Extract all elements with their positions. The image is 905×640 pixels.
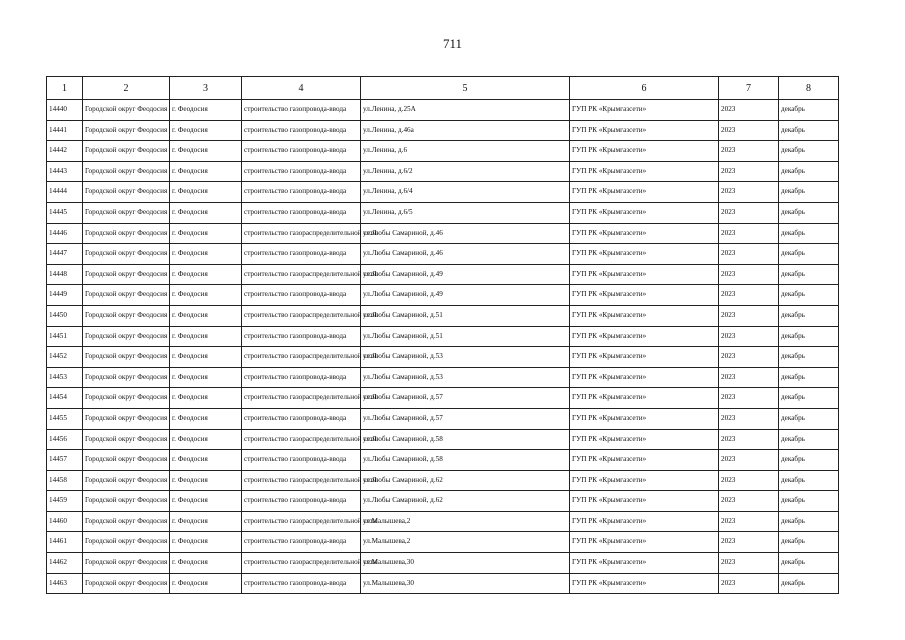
row-number: 14441 — [47, 120, 83, 141]
city-cell: г. Феодосия — [170, 367, 242, 388]
table-row — [47, 573, 839, 594]
row-number: 14463 — [47, 573, 83, 594]
month-cell: декабрь — [779, 244, 839, 265]
address-cell: ул.Любы Самариной, д.51 — [361, 305, 570, 326]
work-type-cell: строительство газопровода-ввода — [242, 161, 361, 182]
year-cell: 2023 — [719, 450, 779, 471]
address-cell: ул.Любы Самариной, д.46 — [361, 244, 570, 265]
district-cell: Городской округ Феодосия — [83, 532, 170, 553]
year-cell: 2023 — [719, 141, 779, 162]
district-cell: Городской округ Феодосия — [83, 553, 170, 574]
city-cell: г. Феодосия — [170, 202, 242, 223]
organization-cell: ГУП РК «Крымгазсети» — [570, 511, 719, 532]
month-cell: декабрь — [779, 388, 839, 409]
table-row — [47, 244, 839, 265]
organization-cell: ГУП РК «Крымгазсети» — [570, 244, 719, 265]
month-cell: декабрь — [779, 367, 839, 388]
address-cell: ул.Любы Самариной, д.49 — [361, 264, 570, 285]
table-row — [47, 100, 839, 121]
month-cell: декабрь — [779, 120, 839, 141]
district-cell: Городской округ Феодосия — [83, 244, 170, 265]
work-type-cell: строительство газопровода-ввода — [242, 573, 361, 594]
city-cell: г. Феодосия — [170, 408, 242, 429]
table-row — [47, 429, 839, 450]
row-number: 14458 — [47, 470, 83, 491]
work-type-cell: строительство газопровода-ввода — [242, 367, 361, 388]
address-cell: ул.Малышева,30 — [361, 553, 570, 574]
row-number: 14447 — [47, 244, 83, 265]
address-cell: ул.Ленина, д.6/4 — [361, 182, 570, 203]
organization-cell: ГУП РК «Крымгазсети» — [570, 573, 719, 594]
row-number: 14457 — [47, 450, 83, 471]
city-cell: г. Феодосия — [170, 450, 242, 471]
address-cell: ул.Ленина, д.6/2 — [361, 161, 570, 182]
year-cell: 2023 — [719, 244, 779, 265]
year-cell: 2023 — [719, 367, 779, 388]
year-cell: 2023 — [719, 202, 779, 223]
month-cell: декабрь — [779, 347, 839, 368]
city-cell: г. Феодосия — [170, 161, 242, 182]
organization-cell: ГУП РК «Крымгазсети» — [570, 120, 719, 141]
table-row — [47, 367, 839, 388]
address-cell: ул.Малышева,2 — [361, 511, 570, 532]
work-type-cell: строительство газораспределительной сети — [242, 470, 361, 491]
district-cell: Городской округ Феодосия — [83, 347, 170, 368]
district-cell: Городской округ Феодосия — [83, 141, 170, 162]
year-cell: 2023 — [719, 305, 779, 326]
district-cell: Городской округ Феодосия — [83, 305, 170, 326]
row-number: 14440 — [47, 100, 83, 121]
year-cell: 2023 — [719, 511, 779, 532]
year-cell: 2023 — [719, 388, 779, 409]
organization-cell: ГУП РК «Крымгазсети» — [570, 491, 719, 512]
city-cell: г. Феодосия — [170, 244, 242, 265]
month-cell: декабрь — [779, 202, 839, 223]
column-header: 2 — [83, 77, 170, 100]
organization-cell: ГУП РК «Крымгазсети» — [570, 347, 719, 368]
district-cell: Городской округ Феодосия — [83, 408, 170, 429]
row-number: 14454 — [47, 388, 83, 409]
row-number: 14453 — [47, 367, 83, 388]
work-type-cell: строительство газораспределительной сети — [242, 429, 361, 450]
row-number: 14455 — [47, 408, 83, 429]
row-number: 14451 — [47, 326, 83, 347]
column-header: 1 — [47, 77, 83, 100]
work-type-cell: строительство газораспределительной сети — [242, 347, 361, 368]
district-cell: Городской округ Феодосия — [83, 326, 170, 347]
year-cell: 2023 — [719, 553, 779, 574]
year-cell: 2023 — [719, 182, 779, 203]
table-row — [47, 285, 839, 306]
table-row — [47, 511, 839, 532]
column-header: 4 — [242, 77, 361, 100]
column-header: 5 — [361, 77, 570, 100]
district-cell: Городской округ Феодосия — [83, 182, 170, 203]
work-type-cell: строительство газораспределительной сети — [242, 388, 361, 409]
city-cell: г. Феодосия — [170, 326, 242, 347]
work-type-cell: строительство газопровода-ввода — [242, 285, 361, 306]
table-row — [47, 450, 839, 471]
column-header: 8 — [779, 77, 839, 100]
header-row — [47, 77, 839, 100]
address-cell: ул.Ленина, д.46а — [361, 120, 570, 141]
table-row — [47, 408, 839, 429]
month-cell: декабрь — [779, 161, 839, 182]
organization-cell: ГУП РК «Крымгазсети» — [570, 223, 719, 244]
district-cell: Городской округ Феодосия — [83, 223, 170, 244]
address-cell: ул.Любы Самариной, д.57 — [361, 388, 570, 409]
table-row — [47, 388, 839, 409]
row-number: 14460 — [47, 511, 83, 532]
table-row — [47, 347, 839, 368]
city-cell: г. Феодосия — [170, 305, 242, 326]
row-number: 14448 — [47, 264, 83, 285]
city-cell: г. Феодосия — [170, 511, 242, 532]
district-cell: Городской округ Феодосия — [83, 511, 170, 532]
year-cell: 2023 — [719, 429, 779, 450]
month-cell: декабрь — [779, 511, 839, 532]
address-cell: ул.Любы Самариной, д.62 — [361, 491, 570, 512]
organization-cell: ГУП РК «Крымгазсети» — [570, 305, 719, 326]
row-number: 14443 — [47, 161, 83, 182]
table-row — [47, 326, 839, 347]
address-cell: ул.Ленина, д.25А — [361, 100, 570, 121]
table-row — [47, 553, 839, 574]
work-type-cell: строительство газопровода-ввода — [242, 450, 361, 471]
organization-cell: ГУП РК «Крымгазсети» — [570, 388, 719, 409]
month-cell: декабрь — [779, 408, 839, 429]
work-type-cell: строительство газопровода-ввода — [242, 100, 361, 121]
work-type-cell: строительство газопровода-ввода — [242, 120, 361, 141]
table-row — [47, 223, 839, 244]
district-cell: Городской округ Феодосия — [83, 202, 170, 223]
row-number: 14452 — [47, 347, 83, 368]
organization-cell: ГУП РК «Крымгазсети» — [570, 470, 719, 491]
row-number: 14444 — [47, 182, 83, 203]
month-cell: декабрь — [779, 223, 839, 244]
work-type-cell: строительство газопровода-ввода — [242, 532, 361, 553]
district-cell: Городской округ Феодосия — [83, 120, 170, 141]
city-cell: г. Феодосия — [170, 264, 242, 285]
work-type-cell: строительство газопровода-ввода — [242, 326, 361, 347]
page-number: 711 — [442, 36, 463, 51]
year-cell: 2023 — [719, 161, 779, 182]
month-cell: декабрь — [779, 429, 839, 450]
work-type-cell: строительство газопровода-ввода — [242, 244, 361, 265]
month-cell: декабрь — [779, 285, 839, 306]
work-type-cell: строительство газораспределительной сети — [242, 511, 361, 532]
table-row — [47, 305, 839, 326]
city-cell: г. Феодосия — [170, 573, 242, 594]
year-cell: 2023 — [719, 326, 779, 347]
organization-cell: ГУП РК «Крымгазсети» — [570, 553, 719, 574]
year-cell: 2023 — [719, 470, 779, 491]
year-cell: 2023 — [719, 100, 779, 121]
organization-cell: ГУП РК «Крымгазсети» — [570, 100, 719, 121]
table-row — [47, 182, 839, 203]
city-cell: г. Феодосия — [170, 141, 242, 162]
district-cell: Городской округ Феодосия — [83, 388, 170, 409]
table-row — [47, 161, 839, 182]
row-number: 14459 — [47, 491, 83, 512]
city-cell: г. Феодосия — [170, 553, 242, 574]
month-cell: декабрь — [779, 305, 839, 326]
month-cell: декабрь — [779, 100, 839, 121]
address-cell: ул.Любы Самариной, д.51 — [361, 326, 570, 347]
organization-cell: ГУП РК «Крымгазсети» — [570, 161, 719, 182]
district-cell: Городской округ Феодосия — [83, 470, 170, 491]
district-cell: Городской округ Феодосия — [83, 285, 170, 306]
column-header: 7 — [719, 77, 779, 100]
registry-table — [46, 76, 839, 594]
year-cell: 2023 — [719, 347, 779, 368]
address-cell: ул.Ленина, д.6 — [361, 141, 570, 162]
work-type-cell: строительство газопровода-ввода — [242, 182, 361, 203]
month-cell: декабрь — [779, 326, 839, 347]
organization-cell: ГУП РК «Крымгазсети» — [570, 326, 719, 347]
month-cell: декабрь — [779, 553, 839, 574]
district-cell: Городской округ Феодосия — [83, 573, 170, 594]
address-cell: ул.Малышева,2 — [361, 532, 570, 553]
district-cell: Городской округ Феодосия — [83, 367, 170, 388]
year-cell: 2023 — [719, 223, 779, 244]
year-cell: 2023 — [719, 532, 779, 553]
district-cell: Городской округ Феодосия — [83, 100, 170, 121]
district-cell: Городской округ Феодосия — [83, 491, 170, 512]
column-header: 3 — [170, 77, 242, 100]
table-row — [47, 202, 839, 223]
row-number: 14446 — [47, 223, 83, 244]
city-cell: г. Феодосия — [170, 347, 242, 368]
year-cell: 2023 — [719, 264, 779, 285]
work-type-cell: строительство газораспределительной сети — [242, 305, 361, 326]
address-cell: ул.Любы Самариной, д.57 — [361, 408, 570, 429]
city-cell: г. Феодосия — [170, 470, 242, 491]
work-type-cell: строительство газопровода-ввода — [242, 202, 361, 223]
month-cell: декабрь — [779, 450, 839, 471]
city-cell: г. Феодосия — [170, 429, 242, 450]
district-cell: Городской округ Феодосия — [83, 161, 170, 182]
year-cell: 2023 — [719, 285, 779, 306]
address-cell: ул.Любы Самариной, д.46 — [361, 223, 570, 244]
column-header: 6 — [570, 77, 719, 100]
work-type-cell: строительство газораспределительной сети — [242, 264, 361, 285]
row-number: 14456 — [47, 429, 83, 450]
city-cell: г. Феодосия — [170, 223, 242, 244]
district-cell: Городской округ Феодосия — [83, 429, 170, 450]
organization-cell: ГУП РК «Крымгазсети» — [570, 141, 719, 162]
work-type-cell: строительство газопровода-ввода — [242, 408, 361, 429]
year-cell: 2023 — [719, 408, 779, 429]
city-cell: г. Феодосия — [170, 182, 242, 203]
table-row — [47, 532, 839, 553]
year-cell: 2023 — [719, 491, 779, 512]
month-cell: декабрь — [779, 573, 839, 594]
organization-cell: ГУП РК «Крымгазсети» — [570, 532, 719, 553]
month-cell: декабрь — [779, 491, 839, 512]
row-number: 14445 — [47, 202, 83, 223]
table-row — [47, 141, 839, 162]
table-row — [47, 470, 839, 491]
month-cell: декабрь — [779, 182, 839, 203]
month-cell: декабрь — [779, 264, 839, 285]
month-cell: декабрь — [779, 470, 839, 491]
address-cell: ул.Любы Самариной, д.58 — [361, 450, 570, 471]
address-cell: ул.Малышева,30 — [361, 573, 570, 594]
organization-cell: ГУП РК «Крымгазсети» — [570, 202, 719, 223]
address-cell: ул.Любы Самариной, д.53 — [361, 347, 570, 368]
city-cell: г. Феодосия — [170, 491, 242, 512]
row-number: 14449 — [47, 285, 83, 306]
year-cell: 2023 — [719, 573, 779, 594]
city-cell: г. Феодосия — [170, 285, 242, 306]
work-type-cell: строительство газопровода-ввода — [242, 491, 361, 512]
address-cell: ул.Любы Самариной, д.53 — [361, 367, 570, 388]
city-cell: г. Феодосия — [170, 532, 242, 553]
row-number: 14462 — [47, 553, 83, 574]
row-number: 14442 — [47, 141, 83, 162]
table-row — [47, 264, 839, 285]
row-number: 14450 — [47, 305, 83, 326]
city-cell: г. Феодосия — [170, 120, 242, 141]
month-cell: декабрь — [779, 532, 839, 553]
table-row — [47, 120, 839, 141]
address-cell: ул.Ленина, д.6/5 — [361, 202, 570, 223]
year-cell: 2023 — [719, 120, 779, 141]
organization-cell: ГУП РК «Крымгазсети» — [570, 429, 719, 450]
city-cell: г. Феодосия — [170, 100, 242, 121]
organization-cell: ГУП РК «Крымгазсети» — [570, 408, 719, 429]
organization-cell: ГУП РК «Крымгазсети» — [570, 264, 719, 285]
month-cell: декабрь — [779, 141, 839, 162]
address-cell: ул.Любы Самариной, д.49 — [361, 285, 570, 306]
organization-cell: ГУП РК «Крымгазсети» — [570, 285, 719, 306]
city-cell: г. Феодосия — [170, 388, 242, 409]
address-cell: ул.Любы Самариной, д.62 — [361, 470, 570, 491]
work-type-cell: строительство газораспределительной сети — [242, 553, 361, 574]
district-cell: Городской округ Феодосия — [83, 450, 170, 471]
district-cell: Городской округ Феодосия — [83, 264, 170, 285]
organization-cell: ГУП РК «Крымгазсети» — [570, 367, 719, 388]
row-number: 14461 — [47, 532, 83, 553]
organization-cell: ГУП РК «Крымгазсети» — [570, 182, 719, 203]
address-cell: ул.Любы Самариной, д.58 — [361, 429, 570, 450]
work-type-cell: строительство газораспределительной сети — [242, 223, 361, 244]
work-type-cell: строительство газопровода-ввода — [242, 141, 361, 162]
table-row — [47, 491, 839, 512]
organization-cell: ГУП РК «Крымгазсети» — [570, 450, 719, 471]
